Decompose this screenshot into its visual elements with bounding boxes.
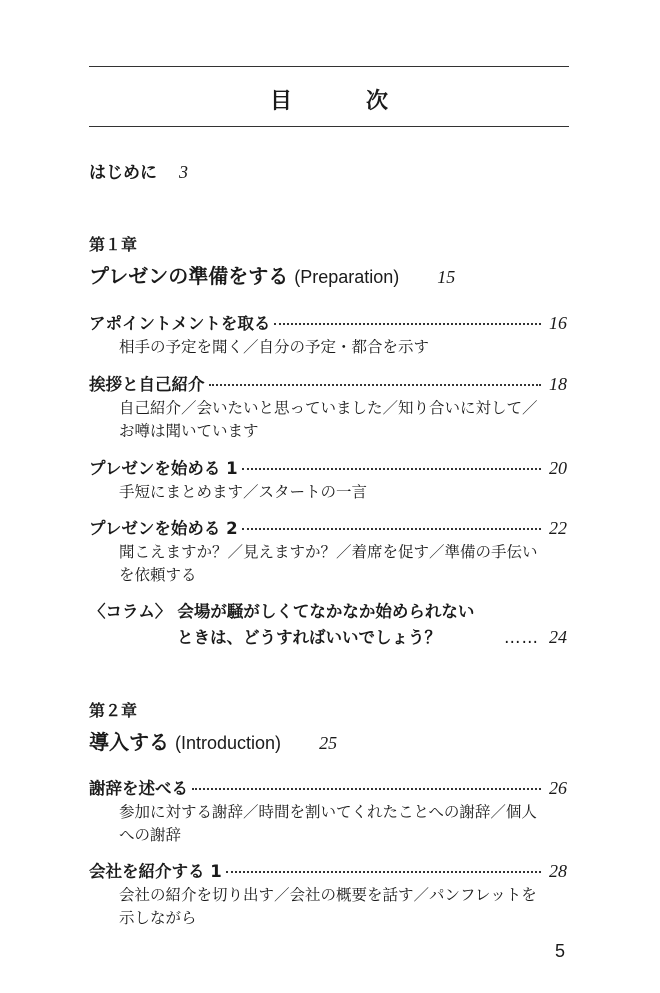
- chapter-page: 15: [437, 267, 456, 287]
- chapter-title-jp: プレゼンの準備をする: [89, 264, 289, 288]
- column-page: 24: [549, 627, 567, 647]
- entry-page: 16: [549, 313, 567, 333]
- column-title-line1: 会場が騒がしくてなかなか始められない: [177, 602, 475, 621]
- toc-entry[interactable]: [89, 455, 567, 504]
- bottom-rule: [89, 126, 569, 127]
- entry-title: アポイントメントを取る: [89, 314, 271, 333]
- dot-leader: [192, 787, 541, 790]
- chapter-title-en: (Preparation): [294, 267, 400, 287]
- column-label: 〈コラム〉: [89, 602, 172, 621]
- entry-title: 会社を紹介する 1: [89, 862, 222, 881]
- entry-page: 20: [549, 458, 567, 478]
- chapter-1-title[interactable]: [89, 260, 455, 289]
- chapter-1-label: 第１章: [89, 235, 138, 254]
- entry-subtopics: 会社の紹介を切り出す／会社の概要を話す／パンフレットを示しながら: [119, 886, 537, 927]
- dot-leader: [274, 322, 541, 325]
- intro-label: はじめに: [89, 163, 157, 183]
- column-title-line2: ときは、どうすればいいでしょう？: [177, 628, 441, 647]
- chapter-2-label: 第２章: [89, 701, 138, 720]
- toc-entry[interactable]: [89, 371, 567, 443]
- entry-title: プレゼンを始める 1: [89, 459, 238, 478]
- toc-title: 目 次: [269, 88, 414, 114]
- entry-page: 18: [549, 374, 567, 394]
- chapter-2-title[interactable]: [89, 726, 337, 755]
- chapter-title-en: (Introduction): [175, 733, 282, 753]
- toc-entry[interactable]: [89, 515, 567, 587]
- entry-page: 22: [549, 518, 567, 538]
- entry-subtopics: 自己紹介／会いたいと思っていました／知り合いに対して／お噂は聞いています: [119, 399, 538, 440]
- top-rule: [89, 66, 569, 67]
- intro-entry[interactable]: [89, 158, 188, 183]
- entry-subtopics: 聞こえますか？／見えますか？／着席を促す／準備の手伝いを依頼する: [119, 543, 538, 584]
- entry-page: 28: [549, 861, 567, 881]
- column-leader: ……: [504, 628, 539, 647]
- dot-leader: [209, 383, 542, 386]
- toc-entry[interactable]: [89, 310, 567, 359]
- entry-page: 26: [549, 778, 567, 798]
- entry-subtopics: 相手の予定を聞く／自分の予定・都合を示す: [119, 338, 430, 356]
- entry-title: 謝辞を述べる: [89, 779, 188, 798]
- toc-entry[interactable]: [89, 858, 567, 930]
- column-entry[interactable]: [89, 598, 567, 650]
- entry-subtopics: 手短にまとめます／スタートの一言: [119, 483, 368, 501]
- page-number: 5: [555, 941, 566, 961]
- intro-page: 3: [179, 162, 188, 182]
- entry-subtopics: 参加に対する謝辞／時間を割いてくれたことへの謝辞／個人への謝辞: [119, 803, 537, 844]
- chapter-page: 25: [319, 733, 338, 753]
- toc-entry[interactable]: [89, 775, 567, 847]
- entry-title: 挨拶と自己紹介: [89, 375, 205, 394]
- dot-leader: [242, 527, 541, 530]
- chapter-title-jp: 導入する: [89, 730, 169, 754]
- entry-title: プレゼンを始める 2: [89, 519, 238, 538]
- dot-leader: [226, 870, 541, 873]
- dot-leader: [242, 467, 541, 470]
